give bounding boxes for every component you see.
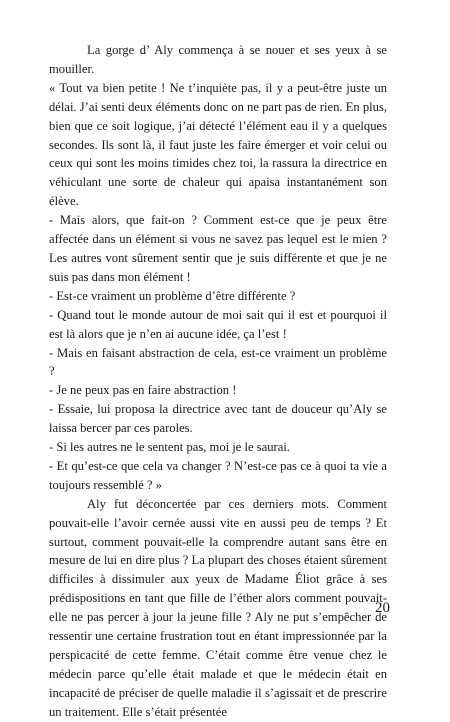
paragraph: - Quand tout le monde autour de moi sait qui il est et pourquoi il est là alors que je n’en ai aucune idée, ça l’est ! [49,307,387,341]
paragraph: Aly fut déconcertée par ces derniers mots. Comment pouvait-elle l’avoir cernée aussi vite en aussi peu de temps ? Et surtout, comment pouvait-elle la comprendre autant sans être en mesure de lui en dire plus ? La plupart des choses étaient sûrement difficiles à dissimuler aux yeux de Madame Éliot grâce à ses prédispositions en tant que fille de l’éther alors comment pouvait-elle ne pas percer à jour la jeune fille ? Aly ne put s’empêcher de ressentir une certaine frustration tout en étant impressionnée par la perspicacité de cette femme. C’était comme être venue chez le médecin parce qu’elle était malade et que le médecin était en incapacité de préciser de quelle maladie il s’agissait et de prescrire un traitement. Elle s’était présentée [49,496,387,719]
paragraph: - Mais en faisant abstraction de cela, est-ce vraiment un problème ? [49,345,387,379]
paragraph: - Est-ce vraiment un problème d’être différente ? [49,288,296,303]
paragraph: - Mais alors, que fait-on ? Comment est-ce que je peux être affectée dans un élément si vous ne savez pas lequel est le mien ? Les autres vont sûrement sentir que je suis différente et que je ne suis pas dans mon élément ! [49,213,387,284]
paragraph: - Et qu’est-ce que cela va changer ? N’est-ce pas ce à quoi ta vie a toujours ressemblé ? » [49,458,387,492]
paragraph: - Je ne peux pas en faire abstraction ! [49,383,237,398]
page-number: 20 [375,600,390,616]
paragraph: La gorge d’ Aly commença à se nouer et ses yeux à se mouiller. [49,43,387,76]
paragraph: - Essaie, lui proposa la directrice avec tant de douceur qu’Aly se laissa bercer par ces paroles. [49,402,387,436]
body-text [49,41,387,722]
paragraph: - Si les autres ne le sentent pas, moi je le saurai. [49,440,290,455]
paragraph: « Tout va bien petite ! Ne t’inquiète pas, il y a peut-être juste un délai. J’ai senti deux éléments donc on ne part pas de rien. En plus, bien que ce soit logique, j’ai détecté l’élément eau il y a quelques secondes. Ils sont là, il faut juste les faire émerger et voir celui ou ceux qui sont les moins timides chez toi, la rassura la directrice en véhiculant une sorte de chaleur qui apaisa instantanément son élève. [49,80,387,209]
